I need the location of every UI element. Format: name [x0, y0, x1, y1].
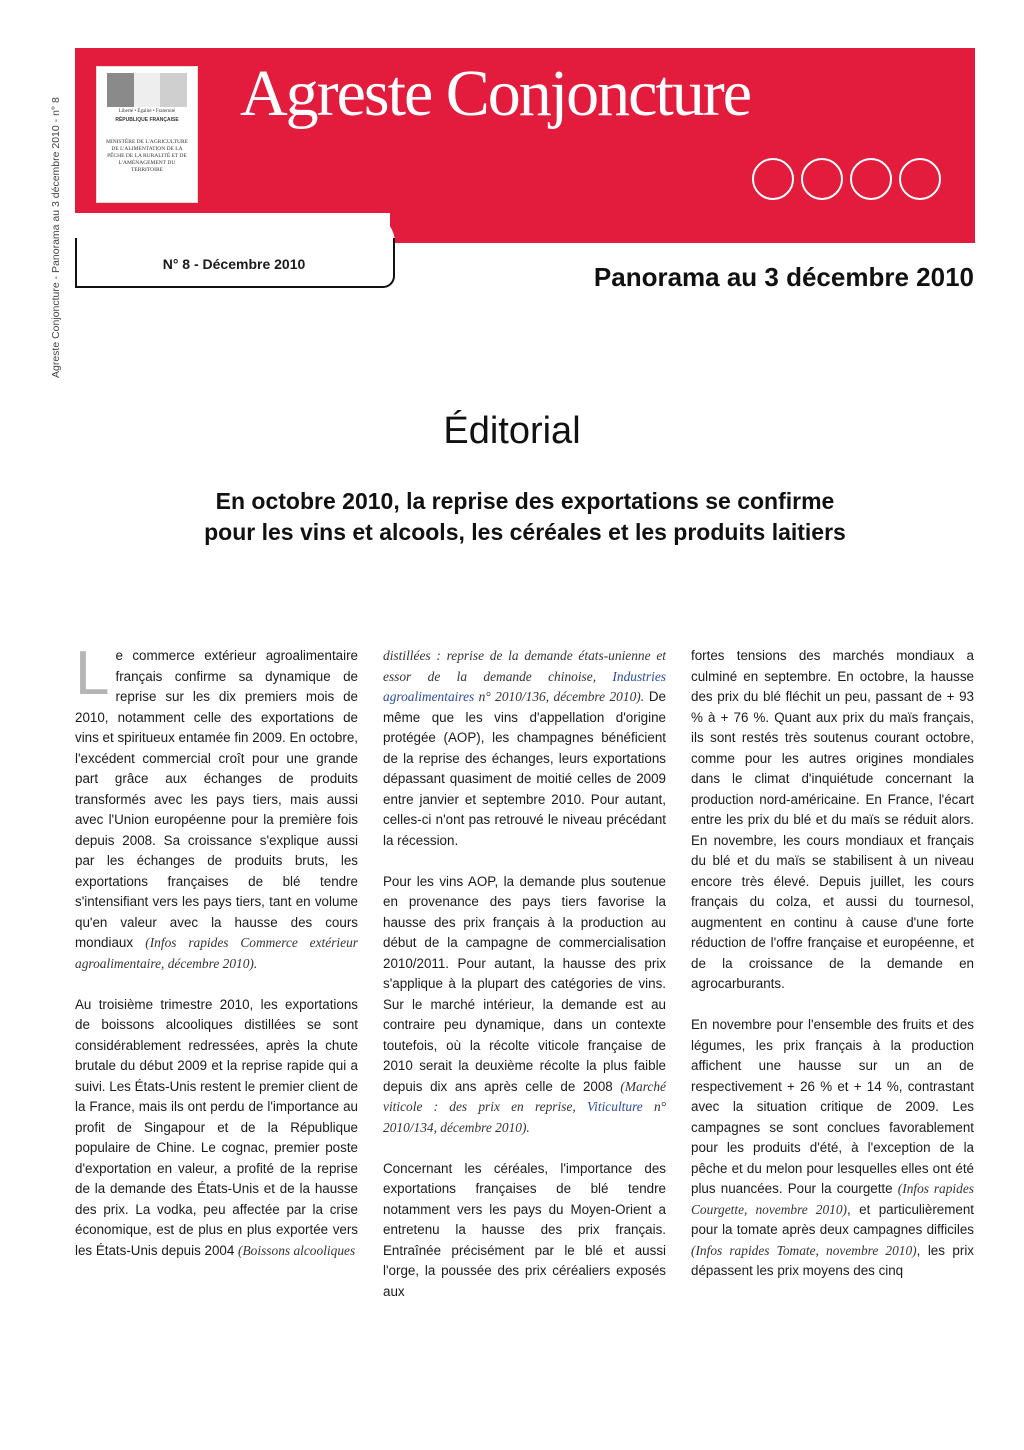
- side-running-header: Agreste Conjoncture - Panorama au 3 décembre 2010 - n° 8: [50, 97, 62, 378]
- decorative-circles: [752, 158, 948, 205]
- paragraph: distillées : reprise de la demande états-unienne et essor de la demande chinoise, Industries agroalimentaires n° 2010/136, décembre 2010). De même que les vins d'appellation d'origine protégée (AOP), les champagnes bénéficient de la reprise des échanges, leurs exportations dépassant quasiment de moitié celles de 2009 entre janvier et septembre 2010. Pour autant, celles-ci n'ont pas retrouvé le niveau précédant la récession.: [383, 648, 666, 848]
- logo-republic: RÉPUBLIQUE FRANÇAISE: [115, 117, 179, 123]
- source-reference: distillées : reprise de la demande états-unienne et essor de la demande chinoise,: [383, 648, 666, 684]
- source-reference: (Infos rapides Courgette, novembre 2010): [691, 1181, 974, 1217]
- source-reference: n° 2010/134, décembre 2010).: [383, 1099, 666, 1135]
- issue-tab: [75, 238, 395, 288]
- circle-icon: [899, 158, 941, 200]
- subtitle-line-2: pour les vins et alcools, les céréales et les produits laitiers: [204, 519, 846, 545]
- column-3: [691, 646, 974, 1302]
- paragraph: fortes tensions des marchés mondiaux a culminé en septembre. En octobre, la hausse des prix du blé fléchit un peu, passant de + 93 % à + 76 %. Quant aux prix du maïs français, ils sont restés très soutenus courant octobre, comme pour les autres origines mondiales dans le climat d'inquiétude concernant la production nord-américaine. En France, l'écart entre les prix du blé et du maïs se réduit alors. En novembre, les cours mondiaux et français du blé et du maïs se stabilisent à un niveau encore très élevé. Depuis juillet, les cours français du colza, et aussi du tournesol, augmentent en continu à cause d'une forte réduction de l'offre française et européenne, et de la croissance de la demande en agrocarburants.: [691, 648, 974, 991]
- circle-icon: [850, 158, 892, 200]
- section-heading: Éditorial: [443, 410, 581, 452]
- subtitle-line-1: En octobre 2010, la reprise des exportations se confirme: [215, 488, 835, 514]
- column-1: [75, 639, 358, 1282]
- circle-icon: [752, 158, 794, 200]
- circle-icon: [801, 158, 843, 200]
- source-reference: (Infos rapides Commerce extérieur agroalimentaire, décembre 2010).: [75, 935, 358, 971]
- ministry-logo: [96, 66, 198, 203]
- editorial-subtitle: [110, 486, 940, 548]
- panorama-date: Panorama au 3 décembre 2010: [593, 262, 974, 292]
- paragraph: Au troisième trimestre 2010, les exportations de boissons alcooliques distillées se sont considérablement redressées, après la chute brutale du début 2009 et la reprise rapide qui a suivi. Les États-Unis restent le premier client de la France, mais ils ont perdu de l'importance au profit de Singapour et de la République populaire de Chine. Le cognac, premier poste d'exportation en valeur, a profité de la reprise de la demande des États-Unis et de la hausse des prix. La vodka, peu affectée par la crise économique, est de plus en plus exportée vers les États-Unis depuis 2004 (Boissons alcooliques: [75, 996, 358, 1258]
- column-2: [383, 646, 666, 1323]
- source-reference: (Marché viticole : des prix en reprise,: [383, 1078, 666, 1114]
- source-reference: (Boissons alcooliques: [238, 1242, 356, 1258]
- source-reference: (Infos rapides Tomate, novembre 2010): [691, 1242, 917, 1258]
- paragraph: En novembre pour l'ensemble des fruits et des légumes, les prix français à la production affichent une hausse sur un an de respectivement + 26 % et + 14 %, contrastant avec la situation critique de 2009. Les campagnes se sont conclues favorablement pour les produits d'été, à l'exception de la pêche et du melon pour lesquelles elles ont été plus nuancées. Pour la courgette (Infos rapides Courgette, novembre 2010), et particulièrement pour la tomate après deux campagnes difficiles (Infos rapides Tomate, novembre 2010), les prix dépassent les prix moyens des cinq: [691, 1017, 974, 1278]
- paragraph: Pour les vins AOP, la demande plus soutenue en provenance des pays tiers favorise la hausse des prix français à la production au début de la campagne de commercialisation 2010/2011. Pour autant, la hausse des prix s'applique à la plupart des catégories de vins. Sur le marché intérieur, la demande est au contraire peu dynamique, dans un contexte toutefois, où la récolte viticole française de 2010 serait la deuxième récolte la plus faible depuis dix ans après celle de 2008 (Marché viticole : des prix en reprise, Viticulture n° 2010/134, décembre 2010).: [383, 873, 666, 1135]
- drop-cap: L: [75, 639, 110, 708]
- logo-ministry-name: MINISTÈRE DE L'AGRICULTURE DE L'ALIMENTATION DE LA PÊCHE DE LA RURALITÉ ET DE L'AMÉNAGEMENT DU TERRITOIRE: [105, 139, 189, 173]
- marianne-emblem: [107, 73, 187, 107]
- issue-number: N° 8 - Décembre 2010: [162, 256, 306, 272]
- paragraph: Concernant les céréales, l'importance des exportations françaises de blé tendre notamment vers les pays du Moyen-Orient a entretenu la hausse des prix français. Entraînée précisément par le blé et aussi l'orge, la poussée des prix céréaliers exposés aux: [383, 1160, 666, 1299]
- source-reference: n° 2010/136, décembre 2010).: [474, 689, 645, 704]
- header-banner-lower: [390, 213, 975, 243]
- paragraph: Le commerce extérieur agroalimentaire français confirme sa dynamique de reprise sur les dix premiers mois de 2010, notamment celle des exportations de vins et spiritueux entamée fin 2009. En octobre, l'excédent commercial croît pour une grande part grâce aux échanges de produits transformés avec les pays tiers, mais aussi avec l'Union européenne pour la première fois depuis 2008. Sa croissance s'explique aussi par les échanges de produits bruts, les exportations françaises de blé tendre s'intensifiant vers les pays tiers, tant en volume qu'en valeur avec la hausse des cours mondiaux (Infos rapides Commerce extérieur agroalimentaire, décembre 2010).: [75, 639, 358, 971]
- article-body: [75, 639, 975, 1406]
- publication-link[interactable]: Viticulture: [586, 1099, 643, 1114]
- publication-title: Agreste Conjoncture: [240, 57, 751, 130]
- logo-motto: Liberté • Égalité • Fraternité: [118, 109, 176, 114]
- publication-link[interactable]: Industries agroalimentaires: [383, 668, 666, 704]
